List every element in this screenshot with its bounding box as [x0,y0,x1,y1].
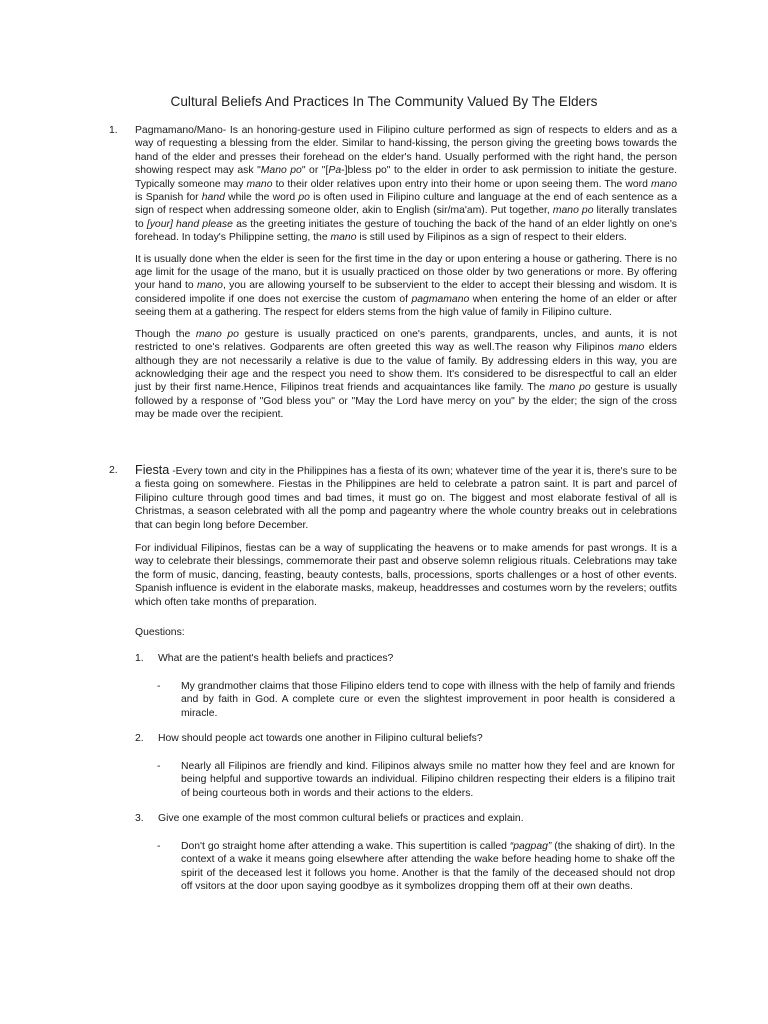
text-run: gesture is usually practiced on one's parents, grandparents, uncles, and aunts, it is not restricted to one's relatives. Godparents are often greeted this way as well.The reason why Filipinos [135,328,678,354]
text-run: elders although they are not necessarily a relative is due to the value of family. By addressing elders in this way, you are acknowledging their age and the respect you need to show them. It's considered to be disrespectful to call an elder just by their first name.Hence, Filipinos treat friends and acquaintances like family. The [135,342,677,394]
item-number: 2. [109,465,118,476]
italic-term: pagmamano [411,293,470,305]
italic-term: [your] hand please [146,218,233,230]
question-text: Give one example of the most common cultural beliefs or practices and explain. [158,813,524,824]
dash-bullet: - [157,681,161,692]
answer-item [157,760,675,800]
questions-heading: Questions: [135,627,185,638]
text-run: " or "[ [301,165,329,177]
text-run: My grandmother claims that those Filipino elders tend to cope with illness with the help of family and friends and by faith in God. A complete cure or even the slightest improvement in poor health is considered a miracle. [181,681,675,719]
paragraph [135,253,677,320]
answer-text [181,680,675,720]
text-run: when entering the home of an elder or after seeing them at a gathering. The respect for elders stems from the high value of family in Filipino culture. [135,293,677,319]
question-number: 3. [135,813,144,824]
question-number: 2. [135,733,144,744]
italic-term: mano [651,178,677,190]
text-run: literally translates to [135,205,677,230]
fiesta-heading: Fiesta [135,463,170,477]
italic-term: po [298,192,310,204]
italic-term: mano [330,232,357,244]
item-body [135,124,677,422]
text-run: is still used by Filipinos as a sign of respect to their elders. [356,232,627,244]
text-run: Nearly all Filipinos are friendly and kind. Filipinos always smile no matter how they feel and are known for being helpful and supportive towards an individual. Filipino children respecting their elders is a filipino trait of being courteous both in words and their actions to the elders. [181,761,675,799]
text-run: Pagmamano/Mano- Is an honoring-gesture used in Filipino culture performed as sign of respects to elders and as a way of requesting a blessing from the elder. Similar to hand-kissing, the person giving the greeting bows towards the hand of the elder and presses their forehead on the elder's hand. Usually performed with the right hand, the person showing respect may ask " [135,125,677,177]
paragraph [135,464,677,532]
italic-term: hand [201,192,225,204]
italic-term: Pa [328,165,342,177]
italic-term: mano po [195,328,239,340]
text-run: (the shaking of dirt). In the context of a wake it means going elsewhere after attending the wake before heading home to shake off the spirit of the deceased lest it follows you home. Another is that the family of the deceased should not drop off vsitors at the door upon saying goodbye as it symbolizes dropping them off at their own deaths. [181,841,675,893]
list-item-fiesta [109,464,677,617]
text-run: It is usually done when the elder is seen for the first time in the day or upon entering a house or gathering. There is no age limit for the usage of the mano, but it is usually practiced on those older by two generations or more. By offering your hand to [135,253,677,292]
question-item [135,732,675,745]
text-run: to their older relatives upon entry into their home or upon seeing them. The word [272,178,651,190]
text-run: Don't go straight home after attending a wake. This supertition is called [181,841,510,852]
dash-bullet: - [157,761,161,772]
question-item [135,812,675,825]
question-text: What are the patient's health beliefs and practices? [158,653,394,664]
italic-term: mano [196,280,223,292]
answer-item [157,840,675,894]
question-text: How should people act towards one another in Filipino cultural beliefs? [158,733,483,744]
text-run: as the greeting initiates the gesture of touching the back of the hand of an elder lightly on one's forehead. In today's Philippine setting, the [135,218,678,244]
italic-term: “pagpag” [509,841,552,852]
question-number: 1. [135,653,144,664]
answer-text [181,840,675,894]
italic-term: mano po [552,205,594,217]
text-run: -]bless po" to the elder in order to ask permission to initiate the gesture. Typically someone may [135,165,678,190]
answer-item [157,680,675,720]
italic-term: mano [246,178,273,190]
italic-term: Mano po [260,165,302,177]
paragraph [135,124,677,245]
document-title: Cultural Beliefs And Practices In The Community Valued By The Elders [170,94,598,109]
paragraph [135,328,677,422]
list-item-pagmamano [109,124,677,430]
dash-bullet: - [157,841,161,852]
question-item [135,652,675,665]
paragraph: For individual Filipinos, fiestas can be a way of supplicating the heavens or to make amends for past wrongs. It is a way to celebrate their blessings, commemorate their past and observe solemn religious rituals. Celebrations may take the form of music, dancing, feasting, beauty contests, balls, processions, sports challenges or a host of other events. Spanish influence is evident in the elaborate masks, makeup, headdresses and costumes worn by the revelers; outfits which often take months of preparation. [135,543,677,608]
text-run: while the word [224,192,299,204]
item-number: 1. [109,125,118,136]
text-run: , you are allowing yourself to be subservient to the elder to accept their blessing and wisdom. It is considered impolite if one does not exercise the custom of [135,280,678,305]
italic-term: mano po [549,382,591,394]
item-body [135,464,677,609]
text-run: is Spanish for [135,192,202,204]
text-run: gesture is usually followed by a response of "God bless you" or "May the Lord have mercy on you" by the elder; the sign of the cross may be made over the recipient. [135,382,678,421]
text-run: Though the [135,328,196,340]
text-run: is often used in Filipino culture and language at the end of each sentence as a sign of respect when addressing someone older, akin to English (sir/ma'am). Put together, [135,192,677,217]
answer-text [181,760,675,800]
italic-term: mano [618,342,645,354]
paragraph-text: -Every town and city in the Philippines has a fiesta of its own; whatever time of the year it is, there's sure to be a fiesta going on somewhere. Fiestas in the Philippines are held to celebrate a patron saint. It is part and parcel of Filipino culture through good times and bad times, it must go on. The biggest and most elaborate festival of all is Christmas, a season celebrated with all the pomp and pageantry where the whole country breaks out in celebrations that can begin long before December. [135,466,677,531]
